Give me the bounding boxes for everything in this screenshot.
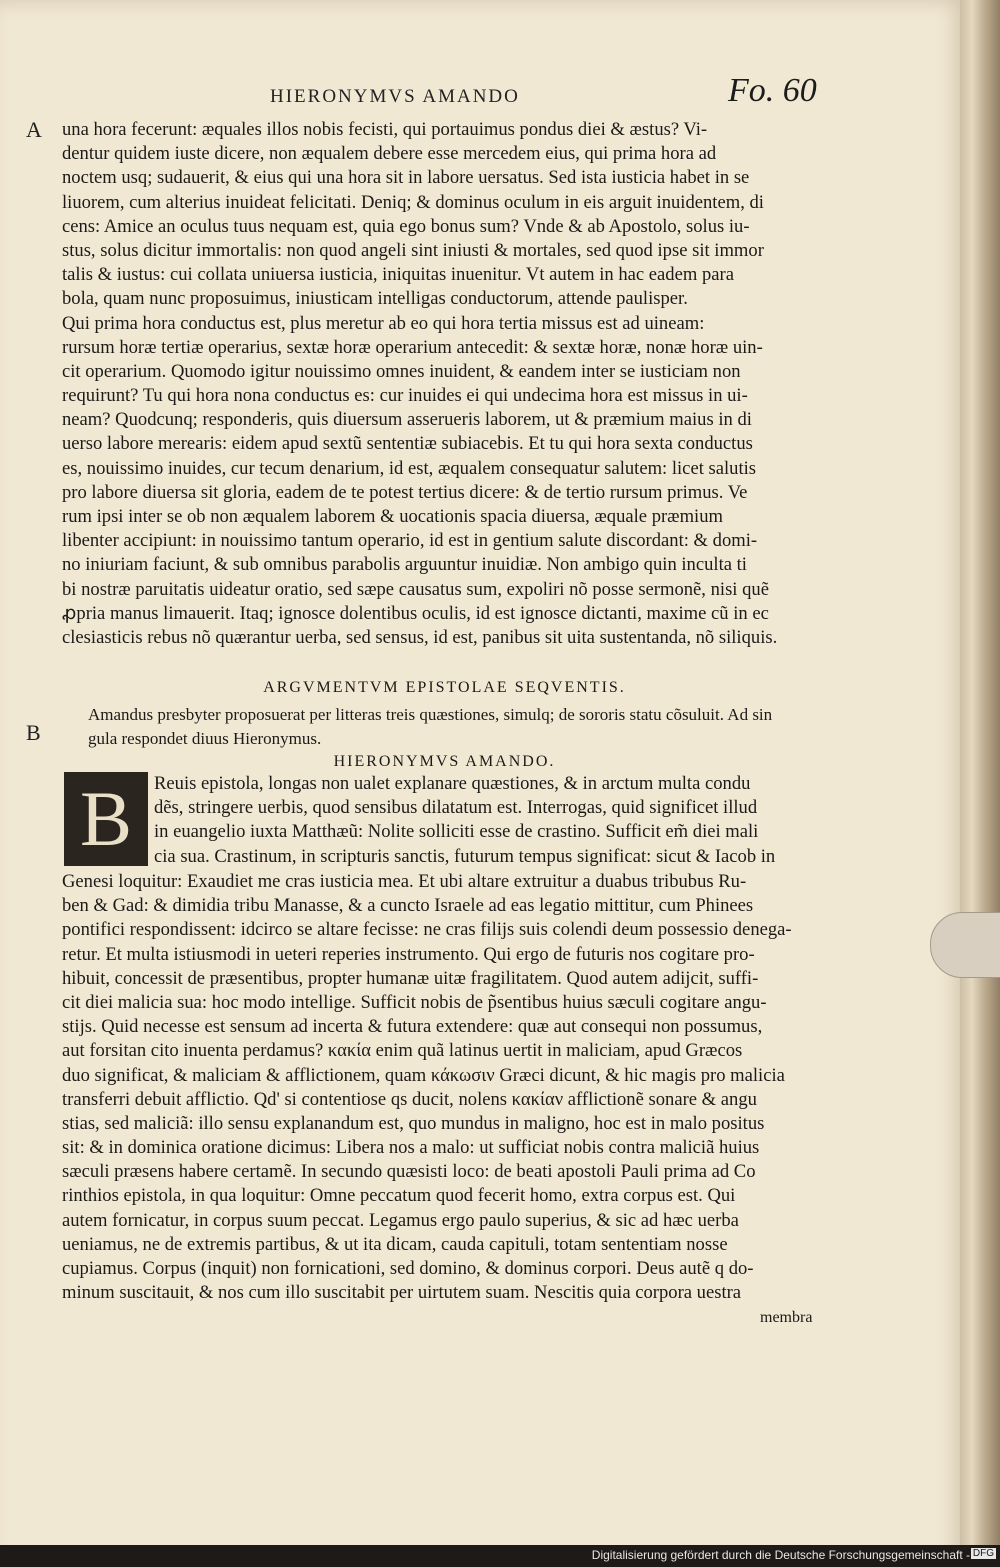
- text-line: no iniuriam faciunt, & sub omnibus parabolis arguuntur inuidiæ. Non ambigo quin inculta ti: [62, 554, 747, 576]
- letter-line: stijs. Quid necesse est sensum ad incerta & futura extendere: quæ aut consequi non possumus,: [62, 1016, 763, 1038]
- text-line: rum ipsi inter se ob non æqualem laborem & uocationis spacia diuersa, æquale præmium: [62, 506, 723, 527]
- text-line: Qui prima hora conductus est, plus meretur ab eo qui hora tertia missus est ad uineam:: [62, 312, 705, 334]
- text-line: libenter accipiunt: in nouissimo tantum operario, id est in gentium salute discordant: & domi-: [62, 530, 758, 552]
- letter-heading: [62, 750, 827, 774]
- letter-line: stias, sed maliciã: illo sensu explanandum est, quo mundus in maligno, hoc est in malo positus: [62, 1112, 765, 1134]
- letter-line: ueniamus, ne de extremis partibus, & ut ita dicam, cauda capituli, totam sententiam nosse: [62, 1233, 728, 1255]
- text-line: neam? Quodcunq; responderis, quis diuersum asserueris laborem, ut & præmium maius in di: [62, 409, 752, 431]
- text-line: ꝓpria manus limauerit. Itaq; ignosce dolentibus oculis, id est ignosce dictanti, maxime cũ in ec: [62, 602, 769, 624]
- argument-heading: [62, 676, 827, 700]
- margin-letter-b: B: [26, 720, 41, 745]
- text-line: dentur quidem iuste dicere, non æqualem debere esse mercedem eius, qui prima hora ad: [62, 143, 717, 165]
- argument-line: gula respondet diuus Hieronymus.: [88, 729, 322, 749]
- page-edge: [960, 0, 1000, 1545]
- text-line: bola, quam nunc proposuimus, iniusticam intelligas conductorum, attende paulisper.: [62, 288, 688, 310]
- footer-text: Digitalisierung gefördert durch die Deutsche Forschungsgemeinschaft -: [591, 1548, 970, 1562]
- letter-line: transferri debuit afflictio. Qd' si contentiose qs ducit, nolens κακίαν afflictionẽ sonare & angu: [62, 1088, 757, 1110]
- letter-line: pontifici respondissent: idcirco se altare fecisse: ne cras filijs suis colendi deum possessio denega-: [62, 919, 792, 941]
- text-line: clesiasticis rebus nõ quærantur uerba, sed sensus, id est, panibus sit uita sustentanda, nõ siliquis.: [62, 626, 778, 648]
- folio-number: Fo. 60: [728, 72, 817, 109]
- letter-heading-text: HIERONYMVS AMANDO.: [333, 753, 556, 770]
- letter-line: sit: & in dominica oratione dicimus: Libera nos a malo: ut sufficiat nobis contra maliciã huius: [62, 1137, 760, 1159]
- text-line: noctem usq; sudauerit, & eius qui una hora sit in labore uersatus. Sed ista iusticia habet in se: [62, 167, 750, 189]
- argument-heading-text: ARGVMENTVM EPISTOLAE SEQVENTIS.: [263, 679, 626, 696]
- letter-line: Reuis epistola, longas non ualet explanare quæstiones, & in arctum multa condu: [154, 773, 751, 794]
- text-line: una hora fecerunt: æquales illos nobis fecisti, qui portauimus pondus diei & æstus? Vi-: [62, 119, 708, 140]
- text-line: requirunt? Tu qui hora nona conductus es: cur inuides ei qui undecima hora est missus in ui-: [62, 385, 748, 407]
- letter-line: dẽs, stringere uerbis, quod sensibus dilatatum est. Interrogas, quid significet illud: [154, 797, 758, 819]
- letter-line: aut forsitan cito inuenta perdamus? κακία enim quã latinus uertit in maliciam, apud Græcos: [62, 1040, 743, 1062]
- letter-line: cia sua. Crastinum, in scripturis sanctis, futurum tempus significat: sicut & Iacob in: [154, 845, 776, 867]
- text-line: cens: Amice an oculus tuus nequam est, quia ego bonus sum? Vnde & ab Apostolo, solus iu-: [62, 215, 750, 237]
- text-line: liuorem, cum alterius inuideat felicitati. Deniq; & dominus oculum in eis arguit inuidentem, di: [62, 191, 764, 213]
- dfg-logo: DFG: [972, 1548, 994, 1559]
- bookmark-tab: [930, 912, 1000, 978]
- running-title: HIERONYMVS AMANDO: [270, 86, 520, 107]
- letter-line: rinthios epistola, in qua loquitur: Omne peccatum quod fecerit homo, extra corpus est. Qui: [62, 1185, 736, 1207]
- text-line: es, nouissimo inuides, cur tecum denarium, id est, æqualem consequatur salutem: licet salutis: [62, 457, 757, 479]
- text-line: stus, solus dicitur immortalis: non quod angeli sint iniusti & mortales, sed quod ipse sit immor: [62, 239, 764, 261]
- text-line: bi nostræ paruitatis uideatur oratio, sed sæpe causatus sum, expoliri nõ posse sermonẽ, nisi quẽ: [62, 578, 769, 600]
- letter-line: Genesi loquitur: Exaudiet me cras iusticia mea. Et ubi altare extruitur a duabus tribubus Ru-: [62, 871, 747, 892]
- letter-line: in euangelio iuxta Matthæũ: Nolite solliciti esse de crastino. Sufficit em̃ diei mali: [154, 821, 759, 843]
- letter-line: cit diei malicia sua: hoc modo intellige. Sufficit nobis de p̃sentibus huius sæculi cogitare angu-: [62, 991, 767, 1013]
- text-line: rursum horæ tertiæ operarius, sextæ horæ operarium antecedit: & sextæ horæ, nonæ horæ uin-: [62, 336, 763, 358]
- catchword: [760, 1306, 830, 1330]
- letter-line: hibuit, concessit de præsentibus, propter humanæ uitæ fragilitatem. Quod autem adijcit, suffi-: [62, 967, 759, 989]
- letter-body: [62, 870, 827, 1305]
- margin-letter-a: A: [26, 117, 42, 142]
- catchword-text: membra: [760, 1309, 813, 1326]
- decorated-initial: B: [64, 772, 148, 866]
- text-line: uerso labore merearis: eidem apud sextũ sententiæ subiacebis. Et tu qui hora sexta conductus: [62, 433, 753, 455]
- text-line: talis & iustus: cui collata uniuersa iusticia, iniquitas inuenitur. Vt autem in hac eadem para: [62, 264, 734, 286]
- letter-line: cupiamus. Corpus (inquit) non fornicationi, sed domino, & dominus corpori. Deus autẽ q do-: [62, 1258, 754, 1279]
- letter-opening-lines: [154, 772, 827, 869]
- argument-line: Amandus presbyter proposuerat per litteras treis quæstiones, simulq; de sororis statu cõsuluit. Ad sin: [88, 705, 773, 724]
- letter-line: retur. Et multa istiusmodi in ueteri reperies instrumento. Qui ergo de futuris nos cogitare pro-: [62, 943, 755, 965]
- letter-line: sæculi præsens habere certamẽ. In secundo quæsisti loco: de beati apostoli Pauli prima ad Co: [62, 1161, 756, 1183]
- letter-line: minum suscitauit, & nos cum illo suscitabit per uirtutem suam. Nescitis quia corpora uestra: [62, 1282, 742, 1304]
- text-section-a: [62, 118, 827, 650]
- argument-text: [88, 703, 828, 751]
- letter-line: autem fornicatur, in corpus suum peccat. Legamus ergo paulo superius, & sic ad hæc uerba: [62, 1209, 739, 1231]
- text-line: cit operarium. Quomodo igitur nouissimo omnes inuident, & eandem inter se iusticiam non: [62, 360, 741, 382]
- letter-line: duo significat, & maliciam & afflictionem, quam κάκωσιν Græci dicunt, & hic magis pro malicia: [62, 1064, 785, 1086]
- letter-line: ben & Gad: & dimidia tribu Manasse, & a cuncto Israele ad eas legatio mittitur, cum Phinees: [62, 895, 754, 917]
- footer-bar: [0, 1545, 1000, 1567]
- text-line: pro labore diuersa sit gloria, eadem de te potest tertius dicere: & de tertio rursum primus. Ve: [62, 481, 748, 503]
